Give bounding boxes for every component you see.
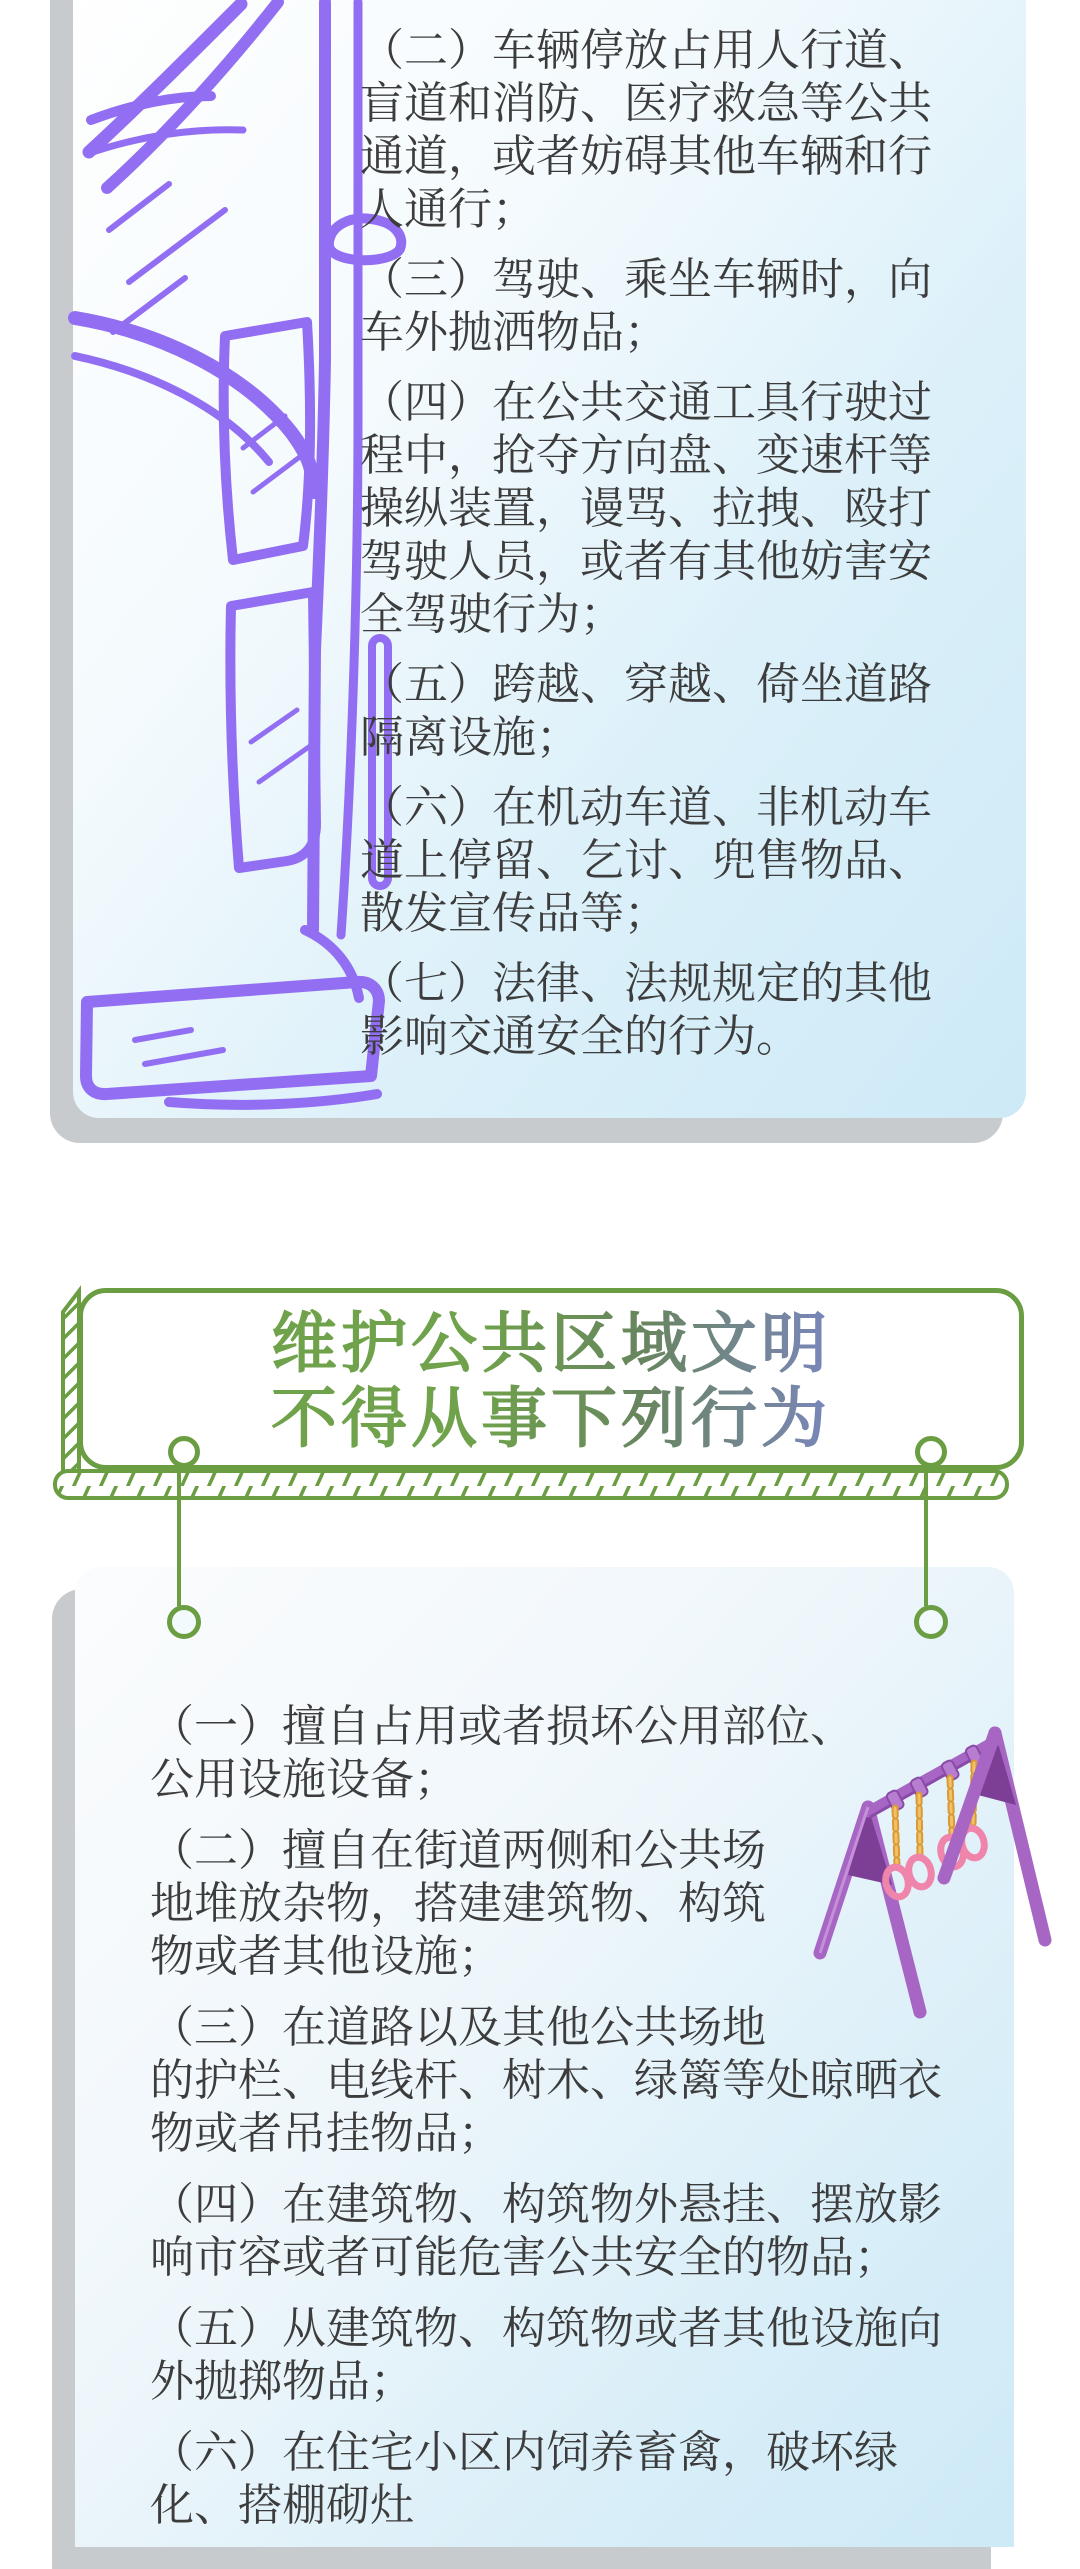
traffic-rules-card [73,0,1026,1118]
regulation-item [360,658,1040,764]
traffic-rules-list [360,24,1040,1080]
text-line: （五）从建筑物、构筑物或者其他设施向 [150,2304,942,2353]
text-line: （一）擅自占用或者损坏公用部位、 [150,1702,854,1751]
car-sketch-icon [73,0,403,1110]
regulation-item [360,253,1040,359]
text-line: 操纵装置，谩骂、拉拽、殴打 [360,484,932,533]
text-line: （四）在建筑物、构筑物外悬挂、摆放影 [150,2180,942,2229]
text-line: （二）擅自在街道两侧和公共场 [150,1826,766,1875]
hanging-string-left [177,1455,181,1606]
string-pin-circle-left [168,1436,200,1468]
text-line: 散发宣传品等； [360,889,668,938]
text-line: （五）跨越、穿越、倚坐道路 [360,660,932,709]
text-line: 道上停留、乞讨、兜售物品、 [360,836,932,885]
regulation-item [150,2302,1030,2408]
public-area-rules-card [75,1567,1014,2547]
text-line: 物或者吊挂物品； [150,2109,502,2158]
text-line: 车外抛洒物品； [360,308,668,357]
section-title [83,1306,1019,1456]
regulation-item [360,957,1040,1063]
text-line: （四）在公共交通工具行驶过 [360,378,932,427]
text-line: 影响交通安全的行为。 [360,1012,800,1061]
text-line: （三）在道路以及其他公共场地 [150,2003,766,2052]
text-line: （六）在机动车道、非机动车 [360,783,932,832]
text-line: 物或者其他设施； [150,1932,502,1981]
string-ring-left [167,1605,201,1639]
text-line: 公用设施设备； [150,1755,458,1804]
regulation-item [150,2178,1030,2284]
text-line: （三）驾驶、乘坐车辆时，向 [360,255,932,304]
regulation-item [360,781,1040,940]
hanging-string-right [924,1455,928,1606]
text-line: 程中，抢夺方向盘、变速杆等 [360,431,932,480]
text-line: 盲道和消防、医疗救急等公共 [360,79,932,128]
text-line: （六）在住宅小区内饲养畜禽，破坏绿 [150,2428,898,2477]
text-line: 的护栏、电线杆、树木、绿篱等处晾晒衣 [150,2056,942,2105]
regulation-item [360,376,1040,641]
swing-set-icon [806,1730,1058,2050]
text-line: （二）车辆停放占用人行道、 [360,26,932,75]
text-line: 隔离设施； [360,713,580,762]
text-line: 响市容或者可能危害公共安全的物品； [150,2233,898,2282]
text-line: 驾驶人员，或者有其他妨害安 [360,537,932,586]
card-surface [73,0,1026,1118]
section-banner [78,1288,1024,1470]
text-line: 地堆放杂物，搭建建筑物、构筑 [150,1879,766,1928]
regulation-item [360,24,1040,236]
card-surface [75,1567,1014,2547]
text-line: 外抛掷物品； [150,2357,414,2406]
section-title-line1: 维护公共区域文明 [271,1306,831,1380]
regulation-item [150,2426,1030,2532]
string-ring-right [914,1605,948,1639]
section-title-line2: 不得从事下列行为 [271,1381,831,1455]
text-line: 通道，或者妨碍其他车辆和行 [360,132,932,181]
text-line: 化、搭棚砌灶 [150,2481,414,2530]
text-line: 人通行； [360,185,536,234]
text-line: 全驾驶行为； [360,590,624,639]
string-pin-circle-right [915,1436,947,1468]
text-line: （七）法律、法规规定的其他 [360,959,932,1008]
